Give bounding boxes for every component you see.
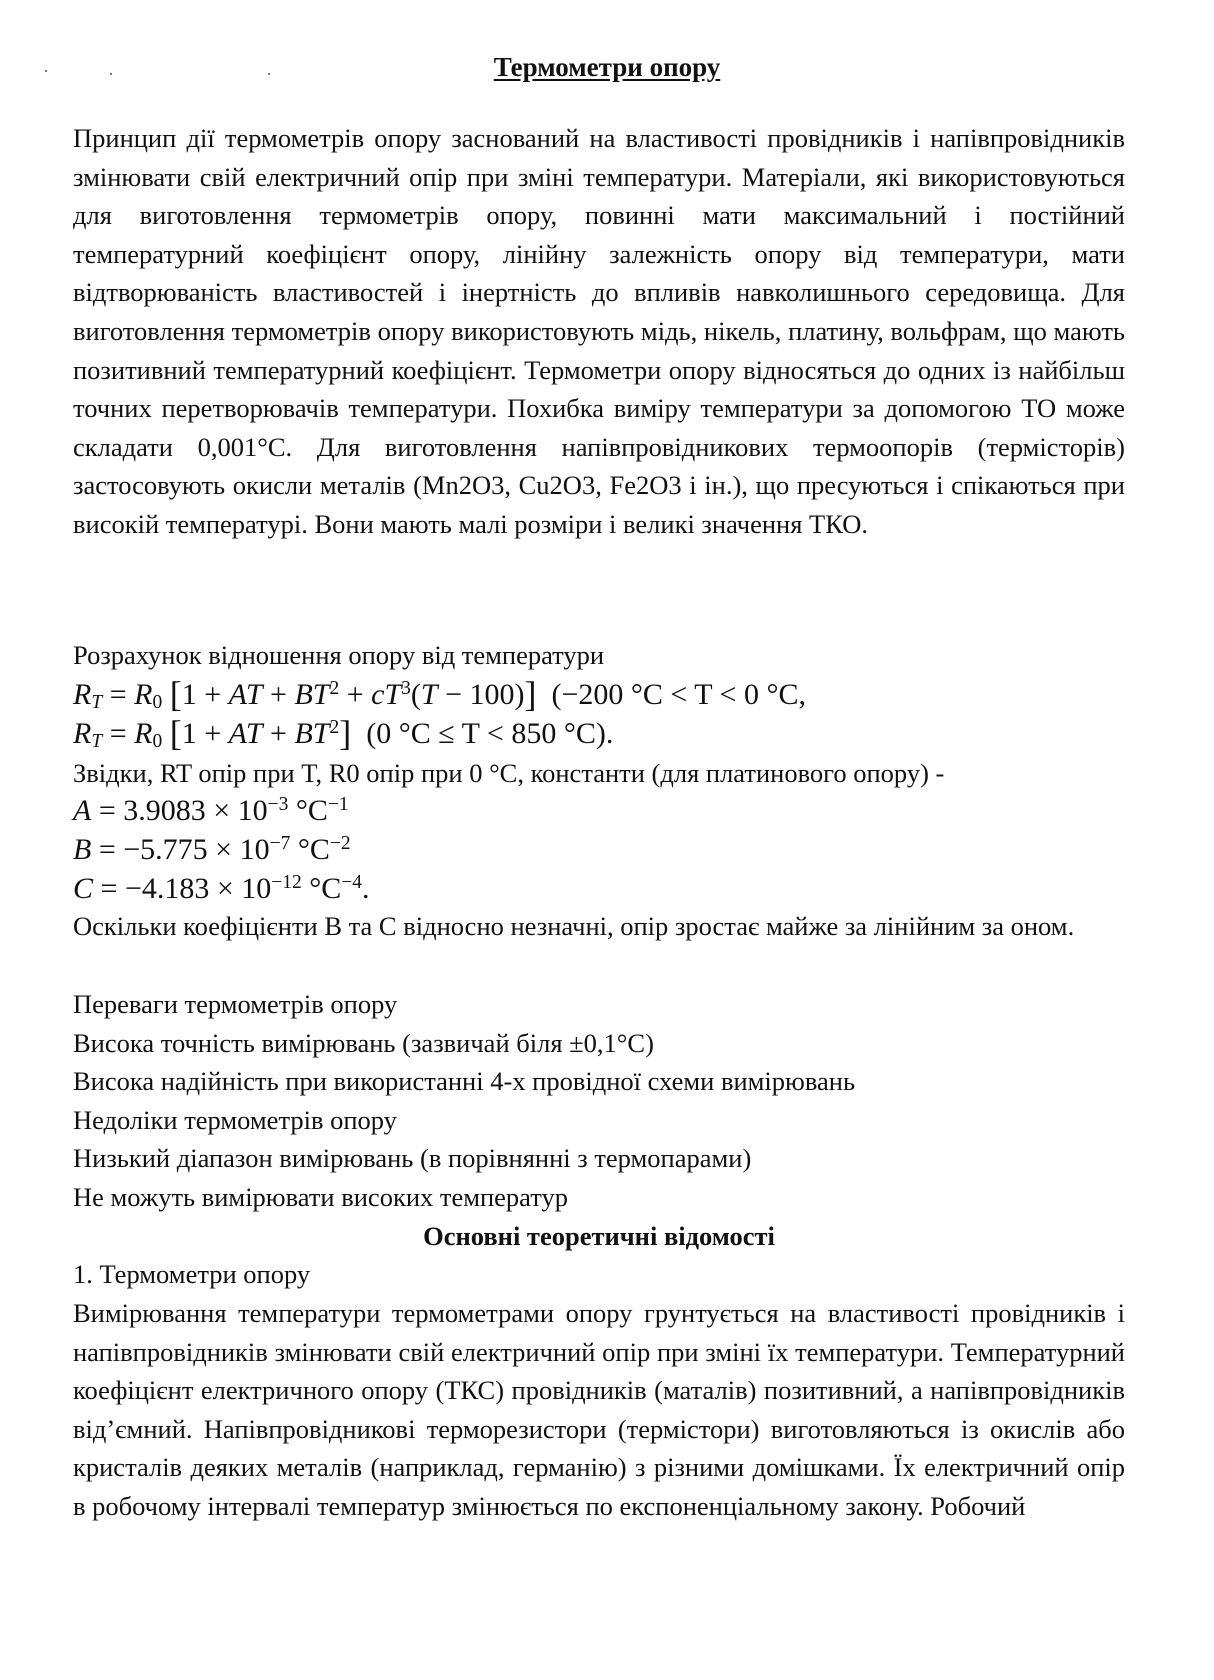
intro-paragraph: Принцип дії термометрів опору заснований на властивості провідників і напівпровідників змінювати свій електричний опір при зміні температури. Матеріали, які використовуються для виготовлення термометрів опору, повинні мати максимальний і постійний температурний коефіцієнт опору, лінійну залежність опору від температури, мати відтворюваність властивостей і інертність до впливів навколишнього середовища. Для виготовлення термометрів опору використовують мідь, нікель, платину, вольфрам, що мають позитивний температурний коефіцієнт. Термометри опору відносяться до одних із найбільш точних перетворювачів температури. Похибка виміру температури за допомогою ТО може складати 0,001°С. Для виготовлення напівпровідникових термоопорів (термісторів) застосовують окисли металів (Mn2O3, Cu2O3, Fe2O3 і ін.), що пресуються і спікаються при високій температурі. Вони мають малі розміри і великі значення ТКО.	[73, 123, 1125, 539]
pros-cons-list	[73, 985, 1125, 1294]
advantage-item: Висока точність вимірювань (зазвичай біля ±0,1°С)	[73, 1027, 654, 1058]
formula-high-range-condition: (0 °C ≤ T < 850 °C).	[366, 717, 614, 751]
calculation-section	[73, 636, 1125, 908]
constant-b-exponent: −7	[269, 832, 291, 854]
disadvantage-item: Низький діапазон вимірювань (в порівнянні з термопарами)	[73, 1143, 752, 1174]
section-heading: Основні теоретичні відомості	[423, 1220, 775, 1251]
constant-c-value: −4.183 × 10	[124, 871, 272, 905]
constant-c: $C = -4.183 \times 10^{-12}$ $^\circ C^{-4}$.	[73, 871, 370, 905]
advantages-heading: Переваги термометрів опору	[73, 989, 398, 1019]
formula-high-range: $R_T = R_0$ [1 + AT + $BT^2$] (0 °C ≤ T < 850 °C).	[73, 713, 614, 754]
constant-b-value: −5.775 × 10	[123, 832, 270, 866]
constant-a-exponent: −3	[267, 794, 289, 816]
constant-c-unit-exponent: −4	[341, 871, 363, 893]
constant-c-exponent: −12	[271, 871, 302, 893]
where-line: Звідки, RT опір при T, R0 опір при 0 °С, константи (для платинового опору) -	[73, 757, 945, 788]
formula-low-range-condition: (−200 °C < T < 0 °C,	[551, 677, 806, 711]
constant-a-value: 3.9083 × 10	[123, 794, 268, 828]
subsection-heading: 1. Термометри опору	[73, 1259, 311, 1290]
formula-low-range: $R_T = R_0$ [1 + AT + $BT^2 + cT^3(T - 100)$] (−200 °C < T < 0 °C,	[73, 673, 806, 714]
disadvantage-item: Не можуть вимірювати високих температур	[73, 1181, 568, 1212]
constant-b: $B = -5.775 \times 10^{-7}$ $^\circ C^{-2}$	[73, 832, 351, 866]
disadvantages-heading: Недоліки термометрів опору	[73, 1104, 397, 1135]
constant-a: $A = 3.9083 \times 10^{-3}$ $^\circ C^{-1}$	[73, 794, 349, 828]
constant-a-unit-exponent: −1	[327, 794, 349, 816]
theory-paragraph: Вимірювання температури термометрами опору грунтується на властивості провідників і напівпровідників змінювати свій електричний опір при зміні їх температури. Температурний коефіцієнт електричного опору (ТКС) провідників (маталів) позитивний, а напівпровідників від’ємний. Напівпровідникові терморезистори (термістори) виготовляються із окислів або кристалів деяких металів (наприклад, германію) з різними домішками. Їх електричний опір в робочому інтервалі температур змінюється по експоненціальному закону. Робочий	[73, 1298, 1125, 1521]
advantage-item: Висока надійність при використанні 4-х провідної схеми вимірювань	[73, 1066, 856, 1097]
linear-note: Оскільки коефіцієнти В та С відносно незначні, опір зростає майже за лінійним за оном.	[73, 911, 1075, 941]
calc-heading: Розрахунок відношення опору від температури	[73, 640, 605, 670]
page-title: Термометри опору	[493, 52, 721, 82]
constant-b-unit-exponent: −2	[329, 832, 351, 854]
